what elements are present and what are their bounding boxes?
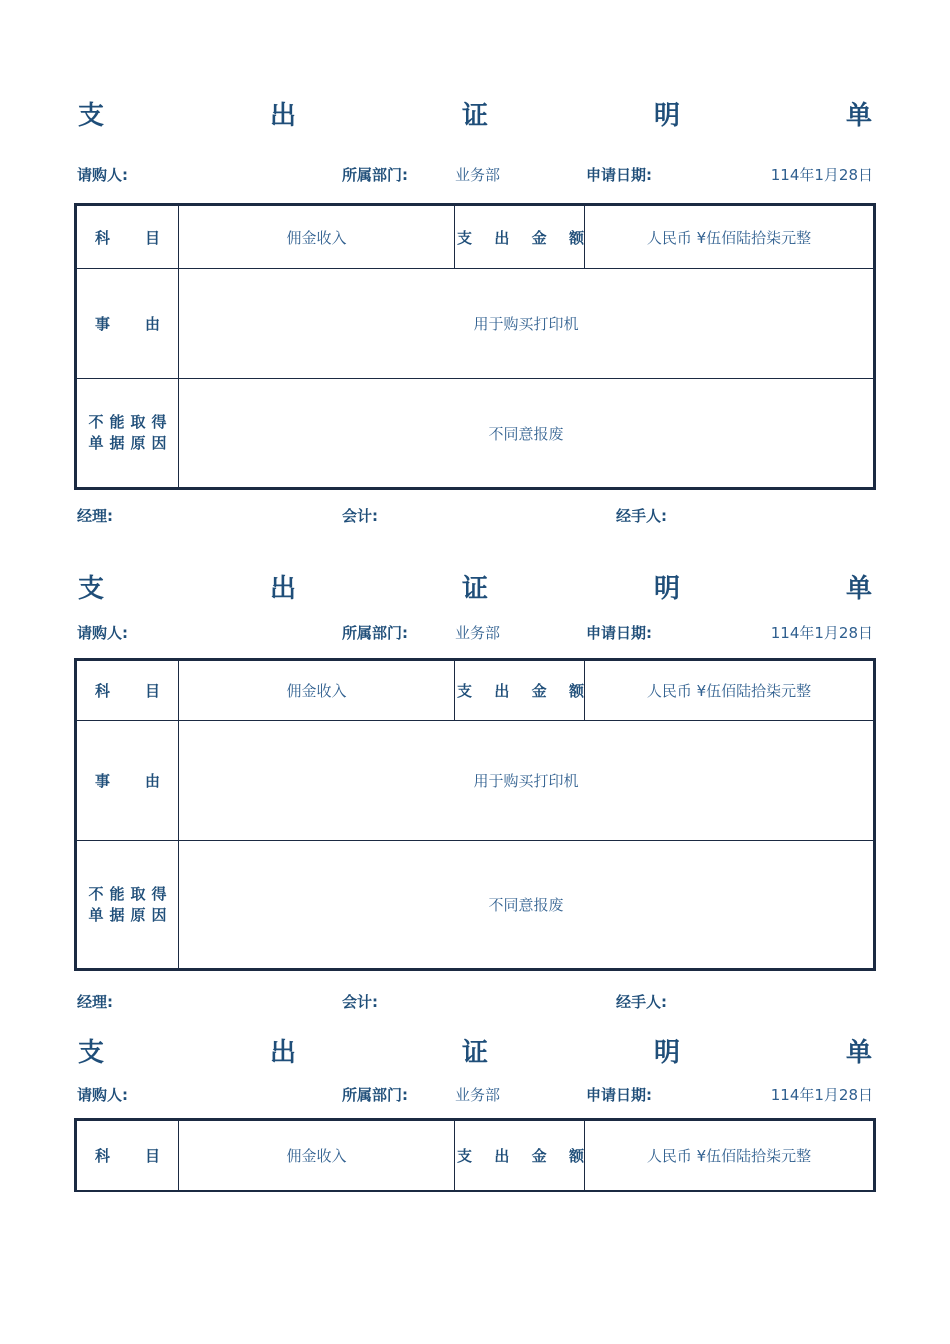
title-char: 单 — [845, 574, 872, 604]
expense-table — [74, 1118, 876, 1192]
title-char: 单 — [845, 101, 872, 131]
title-char: 出 — [269, 574, 296, 604]
department-value: 业务部 — [455, 166, 501, 184]
reason-label: 事 由 — [95, 772, 160, 790]
title-char: 明 — [653, 101, 680, 131]
requester-label: 请购人: — [77, 166, 128, 184]
title-char: 支 — [78, 574, 105, 604]
department-value: 业务部 — [455, 624, 501, 642]
requester-label: 请购人: — [77, 624, 128, 642]
date-value: 114年1月28日 — [770, 624, 873, 642]
department-value: 业务部 — [455, 1086, 501, 1104]
title-char: 支 — [78, 1038, 105, 1068]
date-label: 申请日期: — [586, 624, 652, 642]
amount-label: 支 出 金 额 — [457, 228, 584, 247]
subject-value: 佣金收入 — [286, 228, 347, 247]
handler-label: 经手人: — [616, 993, 667, 1011]
title-char: 证 — [461, 101, 488, 131]
department-label: 所属部门: — [342, 166, 408, 184]
expense-table — [74, 658, 876, 971]
amount-value: 人民币 ¥伍佰陆拾柒元整 — [646, 682, 812, 700]
title-char: 出 — [269, 101, 296, 131]
form-title — [78, 1037, 872, 1069]
date-value: 114年1月28日 — [770, 1086, 873, 1104]
subject-value: 佣金收入 — [286, 1147, 347, 1165]
amount-label: 支 出 金 额 — [457, 682, 584, 700]
accountant-label: 会计: — [342, 507, 378, 525]
form-title — [78, 100, 872, 132]
department-label: 所属部门: — [342, 624, 408, 642]
title-char: 明 — [653, 574, 680, 604]
date-label: 申请日期: — [586, 166, 652, 184]
subject-label: 科 目 — [95, 228, 160, 247]
no-receipt-reason-label: 不能取得 单据原因 — [88, 884, 173, 924]
form-title — [78, 573, 872, 605]
no-receipt-reason-value: 不同意报废 — [488, 896, 564, 914]
title-char: 证 — [461, 1038, 488, 1068]
reason-value: 用于购买打印机 — [473, 315, 579, 333]
form-meta — [74, 622, 876, 644]
title-char: 明 — [653, 1038, 680, 1068]
reason-label: 事 由 — [95, 315, 160, 333]
signature-row — [74, 505, 876, 527]
subject-value: 佣金收入 — [286, 682, 347, 700]
amount-value: 人民币 ¥伍佰陆拾柒元整 — [646, 228, 812, 247]
no-receipt-reason-value: 不同意报废 — [488, 424, 564, 443]
form-meta — [74, 1084, 876, 1106]
date-label: 申请日期: — [586, 1086, 652, 1104]
reason-value: 用于购买打印机 — [473, 772, 579, 790]
amount-label: 支 出 金 额 — [457, 1147, 584, 1165]
title-char: 单 — [845, 1038, 872, 1068]
no-receipt-reason-label: 不能取得 单据原因 — [88, 413, 173, 452]
signature-row — [74, 991, 876, 1013]
expense-table — [74, 203, 876, 490]
subject-label: 科 目 — [95, 682, 160, 700]
accountant-label: 会计: — [342, 993, 378, 1011]
manager-label: 经理: — [77, 993, 113, 1011]
form-meta — [74, 164, 876, 186]
title-char: 证 — [461, 574, 488, 604]
title-char: 出 — [269, 1038, 296, 1068]
department-label: 所属部门: — [342, 1086, 408, 1104]
manager-label: 经理: — [77, 507, 113, 525]
handler-label: 经手人: — [616, 507, 667, 525]
amount-value: 人民币 ¥伍佰陆拾柒元整 — [646, 1147, 812, 1165]
subject-label: 科 目 — [95, 1147, 160, 1165]
title-char: 支 — [78, 101, 105, 131]
requester-label: 请购人: — [77, 1086, 128, 1104]
date-value: 114年1月28日 — [770, 166, 873, 184]
